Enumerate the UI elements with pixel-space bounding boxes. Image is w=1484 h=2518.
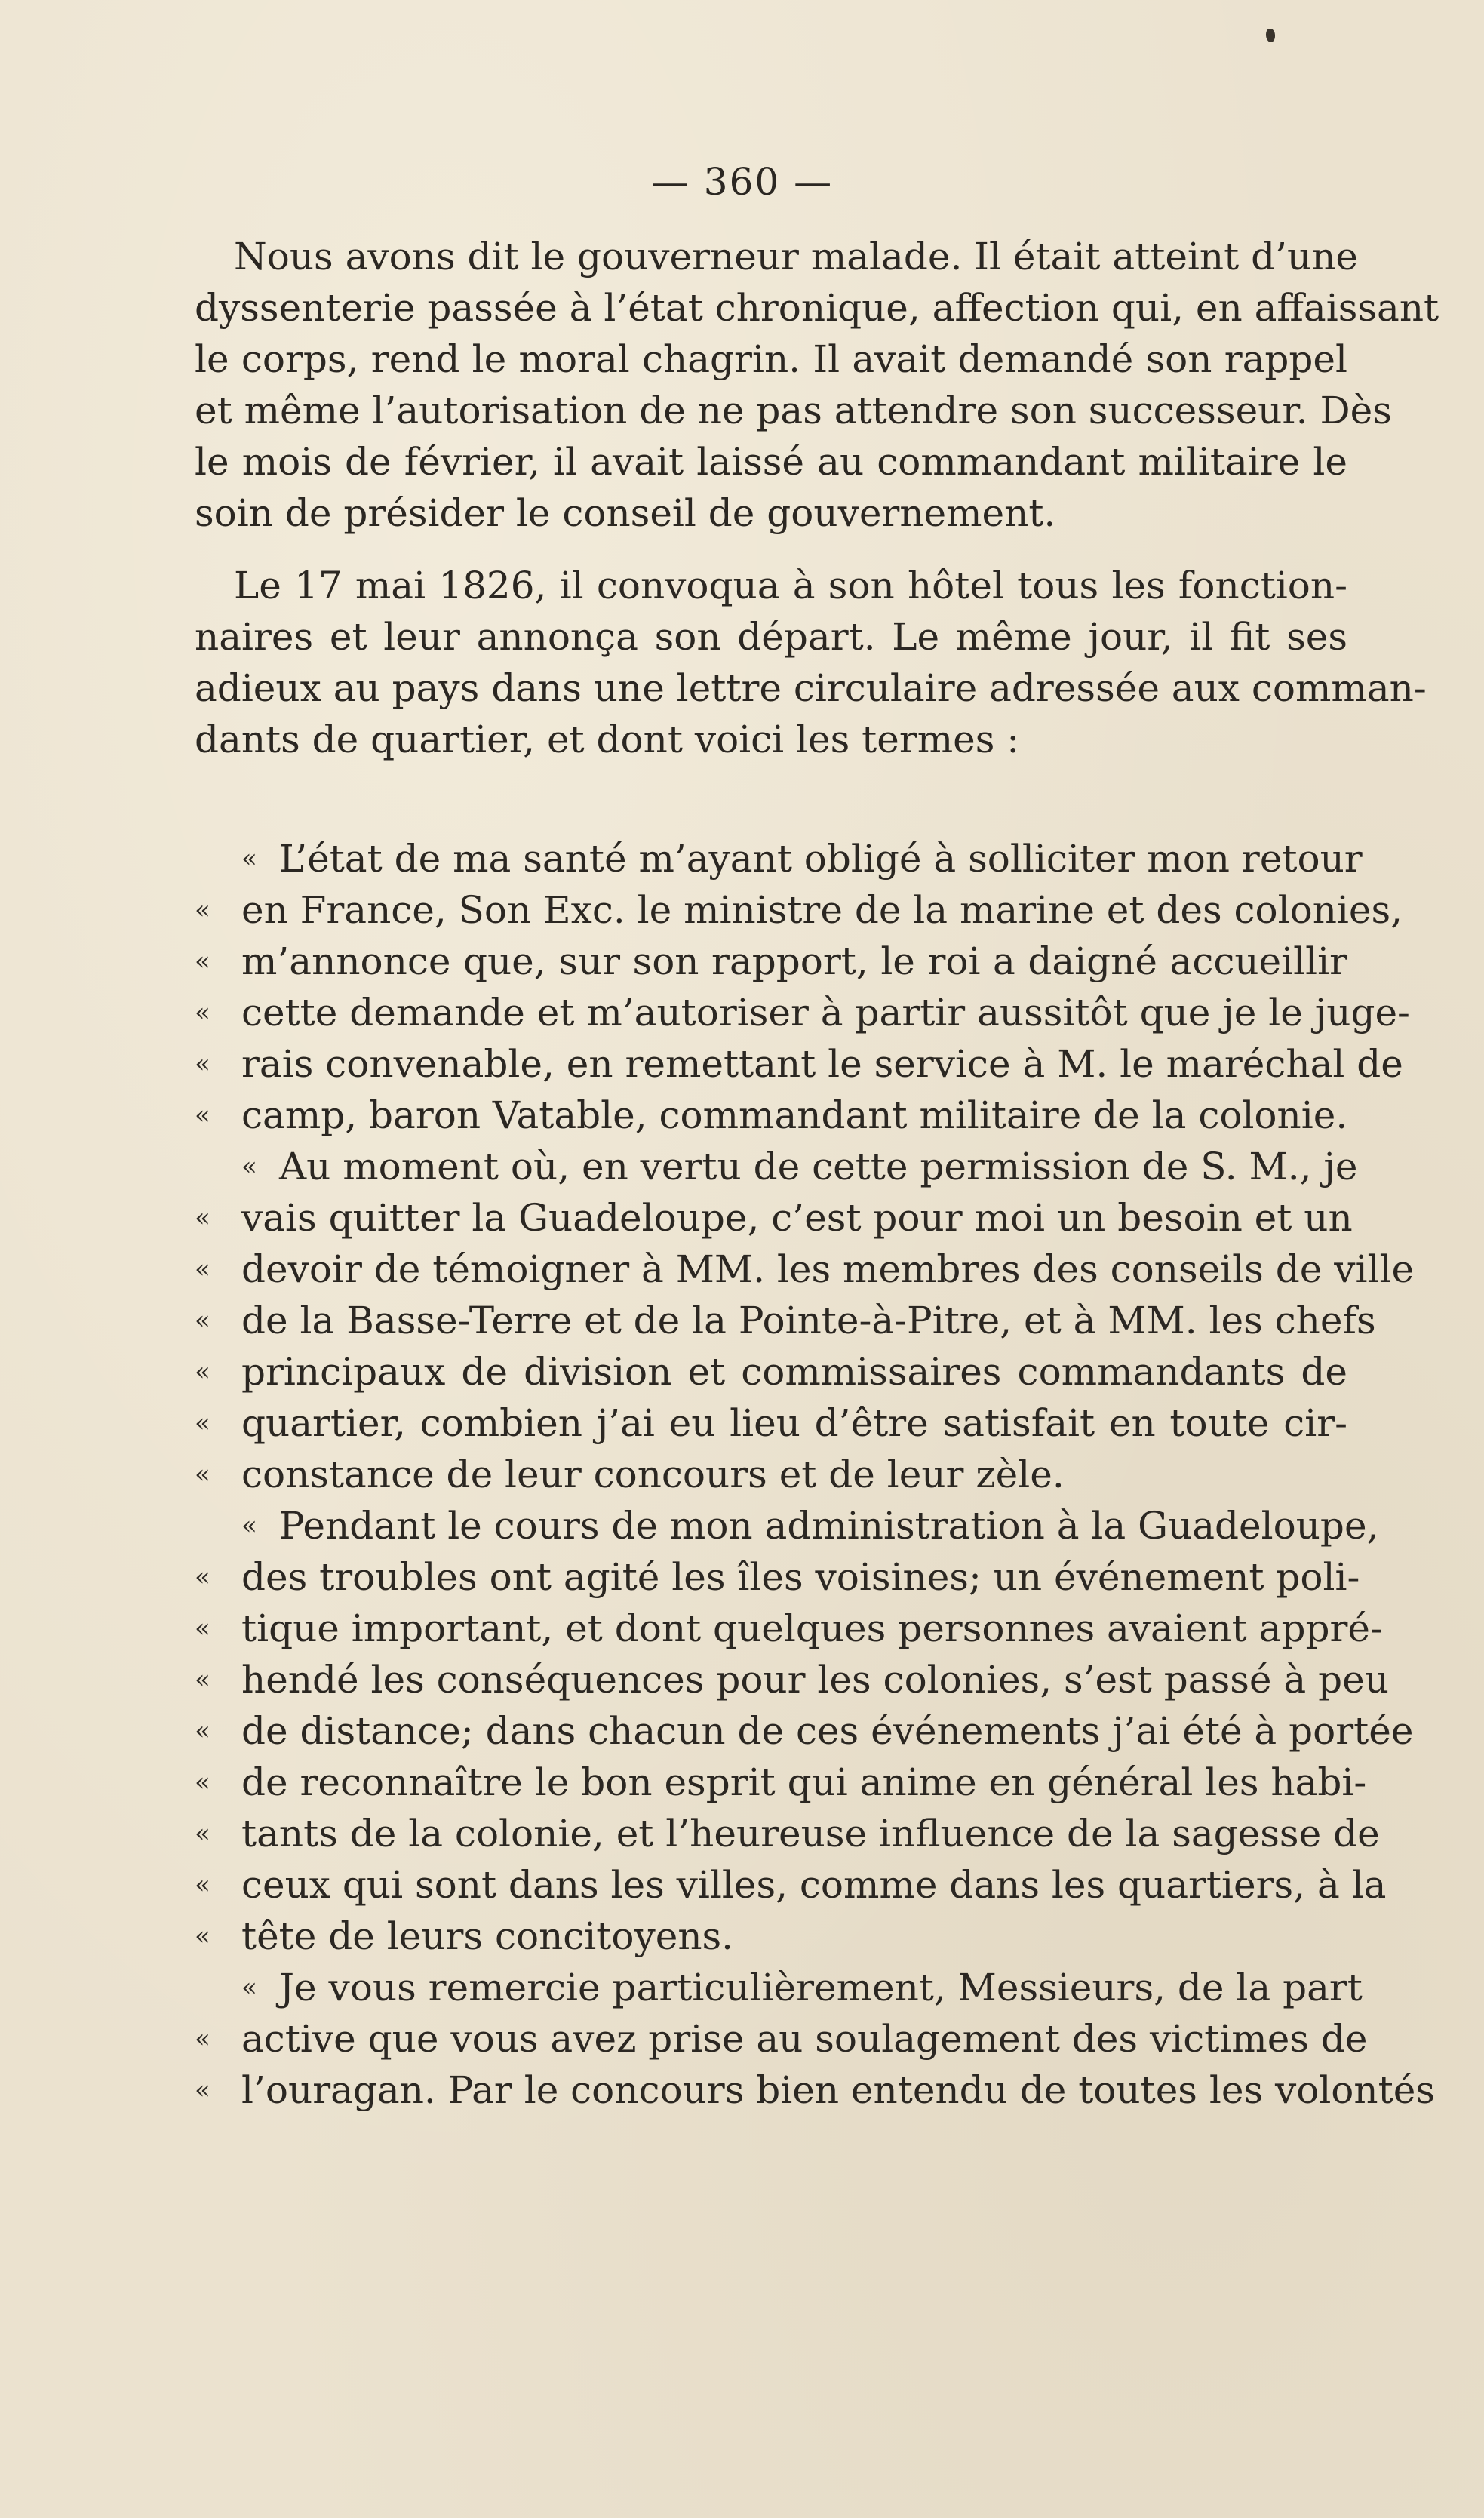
quote-text: tête de leurs concitoyens. bbox=[241, 1914, 734, 1958]
quote-text: Je vous remercie particulièrement, Messieurs, de la part bbox=[279, 1966, 1363, 2009]
quote-line bbox=[195, 884, 1403, 936]
quote-text: tique important, et dont quelques personnes avaient appré- bbox=[241, 1606, 1383, 1650]
ink-speck bbox=[1266, 29, 1275, 42]
quote-line bbox=[195, 1295, 1376, 1346]
quote-mark: « bbox=[195, 1100, 210, 1130]
quote-text: constance de leur concours et de leur zèle. bbox=[241, 1453, 1065, 1496]
quote-line bbox=[195, 833, 1363, 884]
quote-mark: « bbox=[195, 1921, 210, 1951]
quote-mark: « bbox=[195, 2024, 210, 2054]
quote-mark: « bbox=[195, 1870, 210, 1900]
quote-mark: « bbox=[195, 1357, 210, 1387]
text-line: adieux au pays dans une lettre circulaire adressée aux comman- bbox=[195, 666, 1427, 710]
quote-mark: « bbox=[195, 1613, 210, 1643]
quote-text: de reconnaître le bon esprit qui anime en général les habi- bbox=[241, 1760, 1367, 1804]
quote-line bbox=[195, 1654, 1389, 1705]
quote-mark: « bbox=[195, 1767, 210, 1797]
quote-line bbox=[195, 936, 1347, 987]
quote-mark: « bbox=[195, 998, 210, 1028]
quote-line bbox=[195, 2013, 1368, 2065]
quote-line bbox=[195, 1859, 1387, 1911]
text-line: le mois de février, il avait laissé au commandant militaire le bbox=[195, 440, 1347, 484]
quote-line bbox=[195, 1397, 1347, 1449]
text-line: le corps, rend le moral chagrin. Il avait demandé son rappel bbox=[195, 337, 1347, 381]
text-line: Le 17 mai 1826, il convoqua à son hôtel tous les fonction- bbox=[234, 564, 1347, 607]
quote-text: en France, Son Exc. le ministre de la marine et des colonies, bbox=[241, 888, 1403, 932]
quote-text: active que vous avez prise au soulagement des victimes de bbox=[241, 2017, 1368, 2061]
quote-mark: « bbox=[195, 895, 210, 925]
quote-line bbox=[195, 1962, 1363, 2013]
quote-line bbox=[195, 987, 1410, 1038]
quote-text: tants de la colonie, et l’heureuse influence de la sagesse de bbox=[241, 1812, 1380, 1855]
quote-line bbox=[195, 1038, 1403, 1090]
quote-text: de distance; dans chacun de ces événements j’ai été à portée bbox=[241, 1709, 1414, 1753]
quote-mark: « bbox=[195, 1408, 210, 1438]
quote-text: principaux de division et commissaires commandants de bbox=[241, 1350, 1347, 1394]
text-line: dyssenterie passée à l’état chronique, affection qui, en affaissant bbox=[195, 286, 1439, 330]
quote-text: rais convenable, en remettant le service à M. le maréchal de bbox=[241, 1042, 1403, 1086]
quote-mark: « bbox=[195, 1203, 210, 1233]
quote-mark: « bbox=[195, 946, 210, 976]
quote-text: cette demande et m’autoriser à partir aussitôt que je le juge- bbox=[241, 991, 1410, 1035]
quote-text: hendé les conséquences pour les colonies, s’est passé à peu bbox=[241, 1658, 1389, 1702]
text-line: naires et leur annonça son départ. Le même jour, il fit ses bbox=[195, 615, 1347, 659]
quote-mark: « bbox=[195, 1254, 210, 1284]
quote-text: quartier, combien j’ai eu lieu d’être satisfait en toute cir- bbox=[241, 1401, 1347, 1445]
quote-mark: « bbox=[195, 1562, 210, 1592]
quote-line bbox=[195, 1757, 1367, 1808]
quote-text: l’ouragan. Par le concours bien entendu de toutes les volontés bbox=[241, 2068, 1435, 2112]
quote-text: vais quitter la Guadeloupe, c’est pour moi un besoin et un bbox=[241, 1196, 1353, 1240]
quote-line bbox=[195, 1346, 1347, 1397]
text-line: soin de présider le conseil de gouvernement. bbox=[195, 491, 1056, 535]
quote-line bbox=[195, 1449, 1347, 1500]
quote-text: camp, baron Vatable, commandant militaire de la colonie. bbox=[241, 1093, 1348, 1137]
quote-text: L’état de ma santé m’ayant obligé à solliciter mon retour bbox=[279, 837, 1363, 881]
quote-mark: « bbox=[195, 1819, 210, 1849]
quote-line bbox=[195, 1808, 1380, 1859]
quote-line bbox=[195, 1603, 1383, 1654]
quote-mark: « bbox=[241, 1511, 257, 1541]
quote-mark: « bbox=[241, 1151, 257, 1182]
quote-mark: « bbox=[195, 1305, 210, 1336]
quote-text: des troubles ont agité les îles voisines; un événement poli- bbox=[241, 1555, 1360, 1599]
quote-line bbox=[195, 1500, 1379, 1551]
quote-line bbox=[195, 1192, 1353, 1244]
text-line: et même l’autorisation de ne pas attendre son successeur. Dès bbox=[195, 389, 1392, 432]
quote-text: de la Basse-Terre et de la Pointe-à-Pitre, et à MM. les chefs bbox=[241, 1299, 1376, 1342]
quote-text: Au moment où, en vertu de cette permission de S. M., je bbox=[279, 1145, 1358, 1188]
quote-line bbox=[195, 2065, 1435, 2116]
quote-line bbox=[195, 1090, 1347, 1141]
text-line: Nous avons dit le gouverneur malade. Il était atteint d’une bbox=[234, 235, 1358, 278]
quote-text: m’annonce que, sur son rapport, le roi a daigné accueillir bbox=[241, 939, 1347, 983]
quote-text: ceux qui sont dans les villes, comme dans les quartiers, à la bbox=[241, 1863, 1387, 1907]
quote-line bbox=[195, 1705, 1414, 1757]
quote-line bbox=[195, 1141, 1358, 1192]
quote-text: devoir de témoigner à MM. les membres des conseils de ville bbox=[241, 1247, 1415, 1291]
quote-line bbox=[195, 1911, 1347, 1962]
quote-mark: « bbox=[195, 2075, 210, 2105]
quote-mark: « bbox=[241, 844, 257, 874]
quote-mark: « bbox=[195, 1049, 210, 1079]
quote-mark: « bbox=[195, 1459, 210, 1490]
quote-mark: « bbox=[195, 1665, 210, 1695]
quote-text: Pendant le cours de mon administration à la Guadeloupe, bbox=[279, 1504, 1379, 1548]
quote-mark: « bbox=[241, 1972, 257, 2003]
page-number: — 360 — bbox=[650, 160, 834, 204]
quote-mark: « bbox=[195, 1716, 210, 1746]
quote-line bbox=[195, 1551, 1360, 1603]
text-line: dants de quartier, et dont voici les termes : bbox=[195, 718, 1020, 761]
quote-line bbox=[195, 1244, 1415, 1295]
